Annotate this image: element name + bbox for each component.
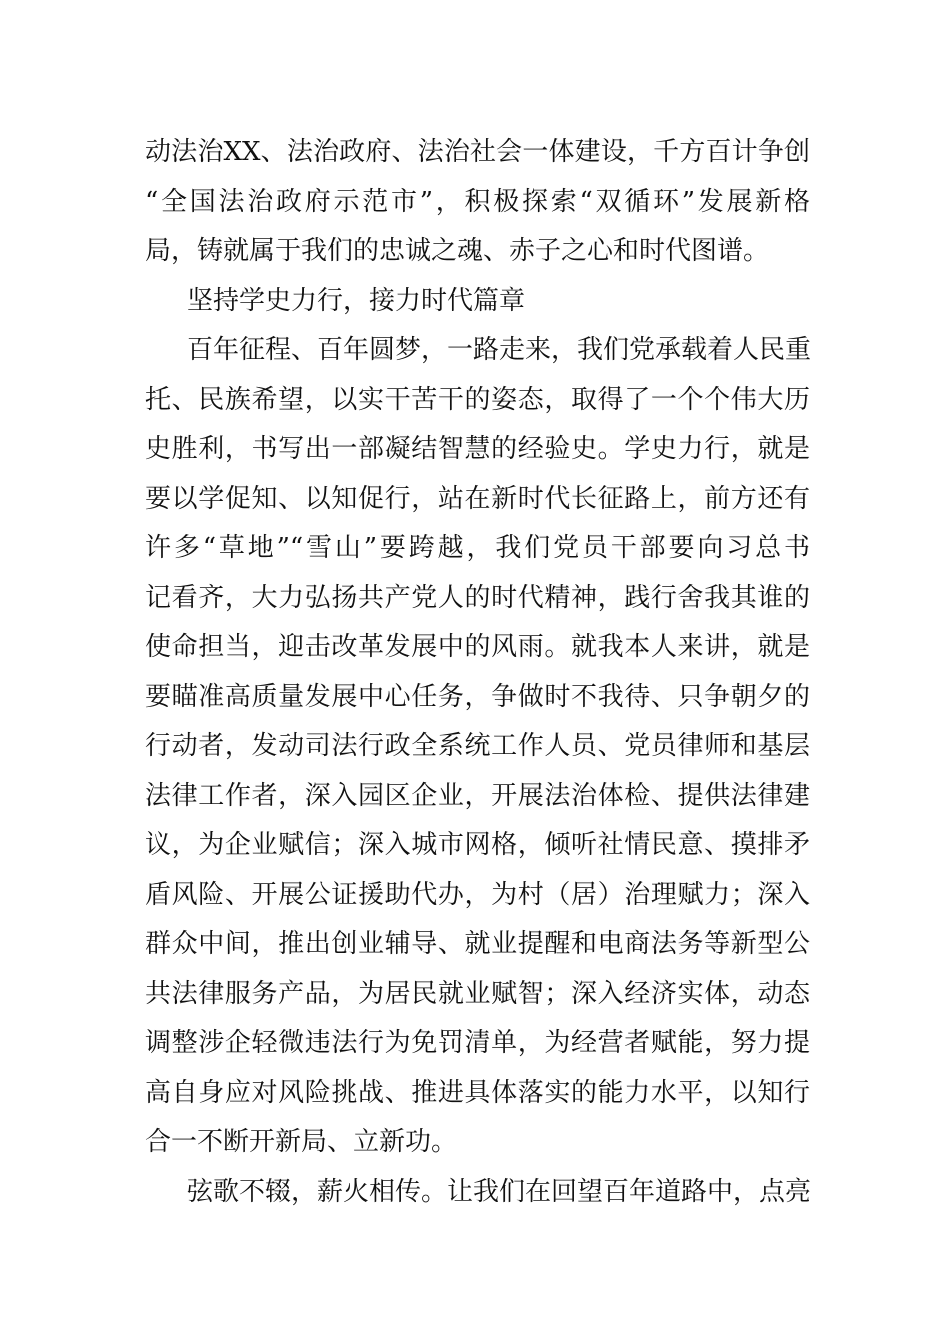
text-line: 弦歌不辍，薪火相传。让我们在回望百年道路中，点亮 (187, 1176, 812, 1207)
text-line: “全国法治政府示范市”，积极探索“双循环”发展新格 (145, 186, 810, 217)
text-line: 调整涉企轻微违法行为免罚清单，为经营者赋能，努力提 (145, 1028, 810, 1058)
text-line: 百年征程、百年圆梦，一路走来，我们党承载着人民重 (187, 335, 812, 365)
text-line: 史胜利，书写出一部凝结智慧的经验史。学史力行，就是 (145, 434, 810, 464)
heading-text: 坚持学史力行，接力时代篇章 (187, 285, 526, 316)
paragraph-continuation (145, 128, 810, 277)
text-line: 动法治XX、法治政府、法治社会一体建设，千方百计争创 (145, 137, 810, 167)
paragraph (145, 326, 810, 1168)
text-line: 共法律服务产品，为居民就业赋智；深入经济实体，动态 (145, 978, 810, 1009)
text-line: 托、民族希望，以实干苦干的姿态，取得了一个个伟大历 (145, 384, 810, 415)
paragraph (145, 1168, 810, 1218)
text-line: 群众中间，推出创业辅导、就业提醒和电商法务等新型公 (145, 929, 810, 959)
text-line: 要瞄准高质量发展中心任务，争做时不我待、只争朝夕的 (145, 681, 810, 712)
text-line: 行动者，发动司法行政全系统工作人员、党员律师和基层 (145, 731, 810, 761)
text-line: 使命担当，迎击改革发展中的风雨。就我本人来讲，就是 (145, 632, 810, 662)
text-line: 局，铸就属于我们的忠诚之魂、赤子之心和时代图谱。 (145, 236, 770, 266)
text-line: 盾风险、开展公证援助代办，为村（居）治理赋力；深入 (145, 879, 810, 910)
text-line: 合一不断开新局、立新功。 (145, 1127, 458, 1157)
text-line: 记看齐，大力弘扬共产党人的时代精神，践行舍我其谁的 (145, 582, 810, 613)
document-body (145, 128, 810, 1217)
text-line: 许多“草地”“雪山”要跨越，我们党员干部要向习总书 (145, 533, 810, 563)
text-line: 要以学促知、以知促行，站在新时代长征路上，前方还有 (145, 483, 810, 514)
text-line: 议，为企业赋信；深入城市网格，倾听社情民意、摸排矛 (145, 830, 810, 860)
text-line: 法律工作者，深入园区企业，开展法治体检、提供法律建 (145, 780, 810, 811)
section-heading (145, 277, 810, 327)
text-line: 高自身应对风险挑战、推进具体落实的能力水平，以知行 (145, 1077, 810, 1108)
